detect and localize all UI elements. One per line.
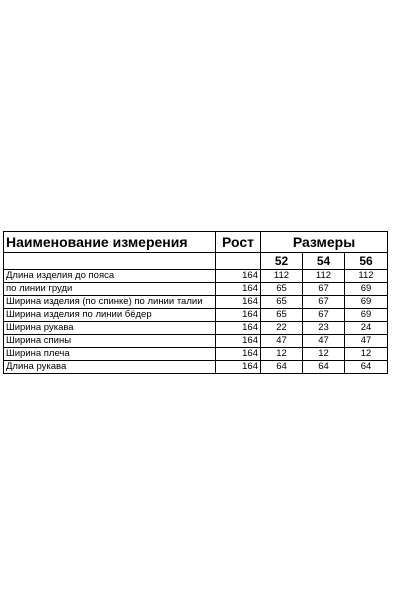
row-value: 12 [345,348,388,361]
size-label: 52 [261,253,303,270]
row-value: 47 [345,335,388,348]
table-row [4,348,388,361]
row-value: 112 [261,270,303,283]
row-value: 64 [303,361,345,374]
row-value: 12 [303,348,345,361]
row-value: 23 [303,322,345,335]
row-value: 67 [303,296,345,309]
row-value: 64 [261,361,303,374]
row-name: Ширина спины [4,335,216,348]
header-name: Наименование измерения [4,232,216,253]
row-name: Ширина рукава [4,322,216,335]
empty-cell [4,253,216,270]
row-value: 47 [261,335,303,348]
row-name: Ширина плеча [4,348,216,361]
row-height: 164 [216,335,261,348]
row-value: 65 [261,296,303,309]
row-height: 164 [216,283,261,296]
row-value: 69 [345,296,388,309]
row-value: 64 [345,361,388,374]
sizes-row [4,253,388,270]
row-height: 164 [216,270,261,283]
row-value: 67 [303,309,345,322]
row-value: 22 [261,322,303,335]
row-value: 65 [261,309,303,322]
row-value: 69 [345,309,388,322]
size-label: 54 [303,253,345,270]
row-name: Ширина изделия по линии бёдер [4,309,216,322]
row-name: по линии груди [4,283,216,296]
row-value: 47 [303,335,345,348]
row-name: Длина изделия до пояса [4,270,216,283]
row-value: 12 [261,348,303,361]
row-value: 112 [303,270,345,283]
row-name: Ширина изделия (по спинке) по линии талии [4,296,216,309]
empty-cell [216,253,261,270]
table-row [4,361,388,374]
table-row [4,335,388,348]
row-value: 67 [303,283,345,296]
header-row [4,232,388,253]
header-height: Рост [216,232,261,253]
row-height: 164 [216,322,261,335]
row-height: 164 [216,309,261,322]
row-height: 164 [216,348,261,361]
table-row [4,270,388,283]
table-row [4,283,388,296]
table-row [4,296,388,309]
table-row [4,322,388,335]
row-value: 65 [261,283,303,296]
row-value: 112 [345,270,388,283]
table-row [4,309,388,322]
size-label: 56 [345,253,388,270]
row-value: 24 [345,322,388,335]
row-value: 69 [345,283,388,296]
row-height: 164 [216,361,261,374]
size-table [3,231,388,374]
row-name: Длина рукава [4,361,216,374]
header-sizes: Размеры [261,232,388,253]
row-height: 164 [216,296,261,309]
